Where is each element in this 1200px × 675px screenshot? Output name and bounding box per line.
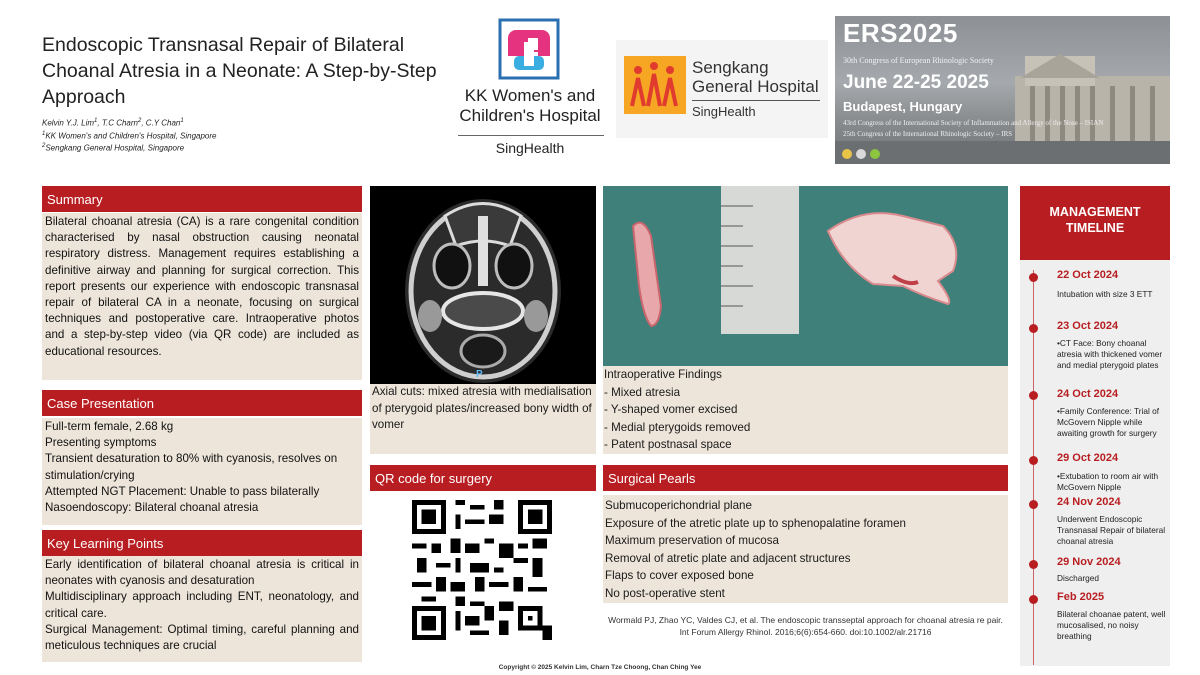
pearl-item: Submucoperichondrial plane [605,499,752,512]
findings-title: Intraoperative Findings [604,368,722,381]
timeline-event: Discharged [1057,573,1099,583]
timeline-dot [1029,500,1038,509]
pearl-item: Exposure of the atretic plate up to sphenopalatine foramen [605,516,906,530]
timeline-event: •Extubation to room air with McGovern Nipple [1057,471,1159,492]
timeline-dot [1029,391,1038,400]
affiliation: $^2$Sengkang General Hospital, Singapore [42,143,185,153]
kk-hospital-logo [450,18,610,160]
author-name: T.C Charn [101,118,138,128]
pearl-item: Maximum preservation of mucosa [605,534,779,547]
case-line: Full-term female, 2.68 kg [45,420,174,433]
ct-posterior-marker: P [476,369,483,380]
intraoperative-findings [603,366,1008,454]
qr-code-heading: QR code for surgery [370,465,596,491]
sengkang-figures-icon [624,56,686,114]
ct-caption: Axial cuts: mixed atresia with medialisation of pterygoid plates/increased bony width of vomer [370,384,596,454]
sengkang-group-name: SingHealth [692,104,756,119]
intraoperative-specimen-photo [603,186,1008,366]
author-name: C.Y Chan [145,118,181,128]
timeline-event: •CT Face: Bony choanal atresia with thickened vomer and medial pterygoid plates [1057,338,1163,370]
case-line: Nasoendoscopy: Bilateral choanal atresia [45,501,259,515]
timeline-dot [1029,273,1038,282]
finding-item: - Medial pterygoids removed [604,420,751,434]
ers-title: ERS2025 [843,18,958,48]
case-line: Presenting symptoms [45,436,157,450]
ers-date: June 22-25 2025 [843,72,989,93]
author-name: Kelvin Y.J. Lim [42,118,95,128]
key-learning-body [42,556,362,662]
finding-item: - Patent postnasal space [604,438,732,451]
sengkang-hospital-name: Sengkang General Hospital [692,58,819,96]
timeline-heading: MANAGEMENT TIMELINE [1020,186,1170,260]
case-line: Attempted NGT Placement: Unable to pass bilaterally [45,484,320,498]
timeline-date: 29 Nov 2024 [1057,556,1121,568]
timeline-event: Bilateral choanae patent, well mucosalised, no noisy breathing [1057,609,1166,641]
pearl-item: No post-operative stent [605,586,725,600]
summary-heading: Summary [42,186,362,212]
management-timeline [1020,186,1170,666]
reference-citation: Wormald PJ, Zhao YC, Valdes CJ, et al. The endoscopic transseptal approach for choanal atresia re pair. Int Forum Allergy Rhinol. 2016;6(6):654-660. doi:10.1002/alr.21716 [608,615,1003,637]
learning-point: Surgical Management: Optimal timing, careful planning and meticulous techniques are crucial [45,622,359,653]
ers-congress-line: 43rd Congress of the International Society of Inflammation and Allergy of the Nose – ISIAN [843,119,1104,127]
learning-point: Early identification of bilateral choanal atresia is critical in neonates with cyanosis and desaturation [45,558,359,588]
timeline-event: Intubation with size 3 ETT [1057,289,1153,299]
surgical-pearls-body [603,495,1008,603]
timeline-event: Underwent Endoscopic Transnasal Repair of bilateral choanal atresia [1057,514,1166,546]
timeline-dot [1029,456,1038,465]
timeline-date: 24 Nov 2024 [1057,496,1121,508]
poster-title: Endoscopic Transnasal Repair of Bilateral Choanal Atresia in a Neonate: A Step-by-Step Approach [42,34,437,108]
key-learning-heading: Key Learning Points [42,530,362,556]
case-line: Transient desaturation to 80% with cyanosis, resolves on stimulation/crying [45,452,338,482]
pearl-item: Flaps to cover exposed bone [605,569,754,582]
affiliation: $^1$KK Women's and Children's Hospital, Singapore [42,130,217,141]
learning-point: Multidisciplinary approach including ENT, neonatology, and critical care. [45,590,359,620]
kk-group-name: SingHealth [495,140,565,156]
case-presentation-heading: Case Presentation [42,390,362,416]
timeline-event: •Family Conference: Trial of McGovern Nipple while awaiting growth for surgery [1057,406,1160,438]
copyright-notice: Copyright © 2025 Kelvin Lim, Charn Tze Choong, Chan Ching Yee [498,664,702,671]
timeline-dot [1029,324,1038,333]
timeline-date: 29 Oct 2024 [1057,452,1119,464]
finding-item: - Y-shaped vomer excised [604,403,738,416]
timeline-dot [1029,595,1038,604]
ers-subtitle: 30th Congress of European Rhinologic Society [843,56,994,65]
ers-congress-line: 25th Congress of the International Rhinologic Society – IRS [843,130,1013,138]
ct-axial-scan-image [370,186,596,386]
timeline-date: Feb 2025 [1057,591,1105,603]
finding-item: - Mixed atresia [604,385,681,399]
timeline-date: 24 Oct 2024 [1057,388,1119,400]
timeline-dot [1029,560,1038,569]
surgical-pearls-heading: Surgical Pearls [603,465,1008,491]
kk-cross-icon [450,18,610,84]
author-names: Kelvin Y.J. Lim$^1$, T.C Charn$^2$, C.Y Chan$^1$ [42,118,184,128]
pearl-item: Removal of atretic plate and adjacent structures [605,551,851,565]
sengkang-hospital-logo [616,40,828,138]
case-presentation-body [42,418,362,525]
timeline-date: 22 Oct 2024 [1057,269,1119,281]
kk-hospital-name: KK Women's and Children's Hospital [459,86,601,125]
surgery-video-qr-code[interactable] [412,500,552,640]
summary-text: Bilateral choanal atresia (CA) is a rare congenital condition characterised by nasal obstruction causing neonatal respiratory distress. Management requires establishing a definitive airway and planning for surgical correction. This report presents our experience with endoscopic transnasal repair of bilateral CA in a neonate, focusing on surgical techniques and postoperative care. Intraoperative photos and a step-by-step video (via QR code) are included as educational resources. [42,213,362,380]
author-block [42,116,372,154]
ers-congress-banner [835,16,1170,164]
timeline-date: 23 Oct 2024 [1057,320,1119,332]
ers-city: Budapest, Hungary [843,99,963,114]
